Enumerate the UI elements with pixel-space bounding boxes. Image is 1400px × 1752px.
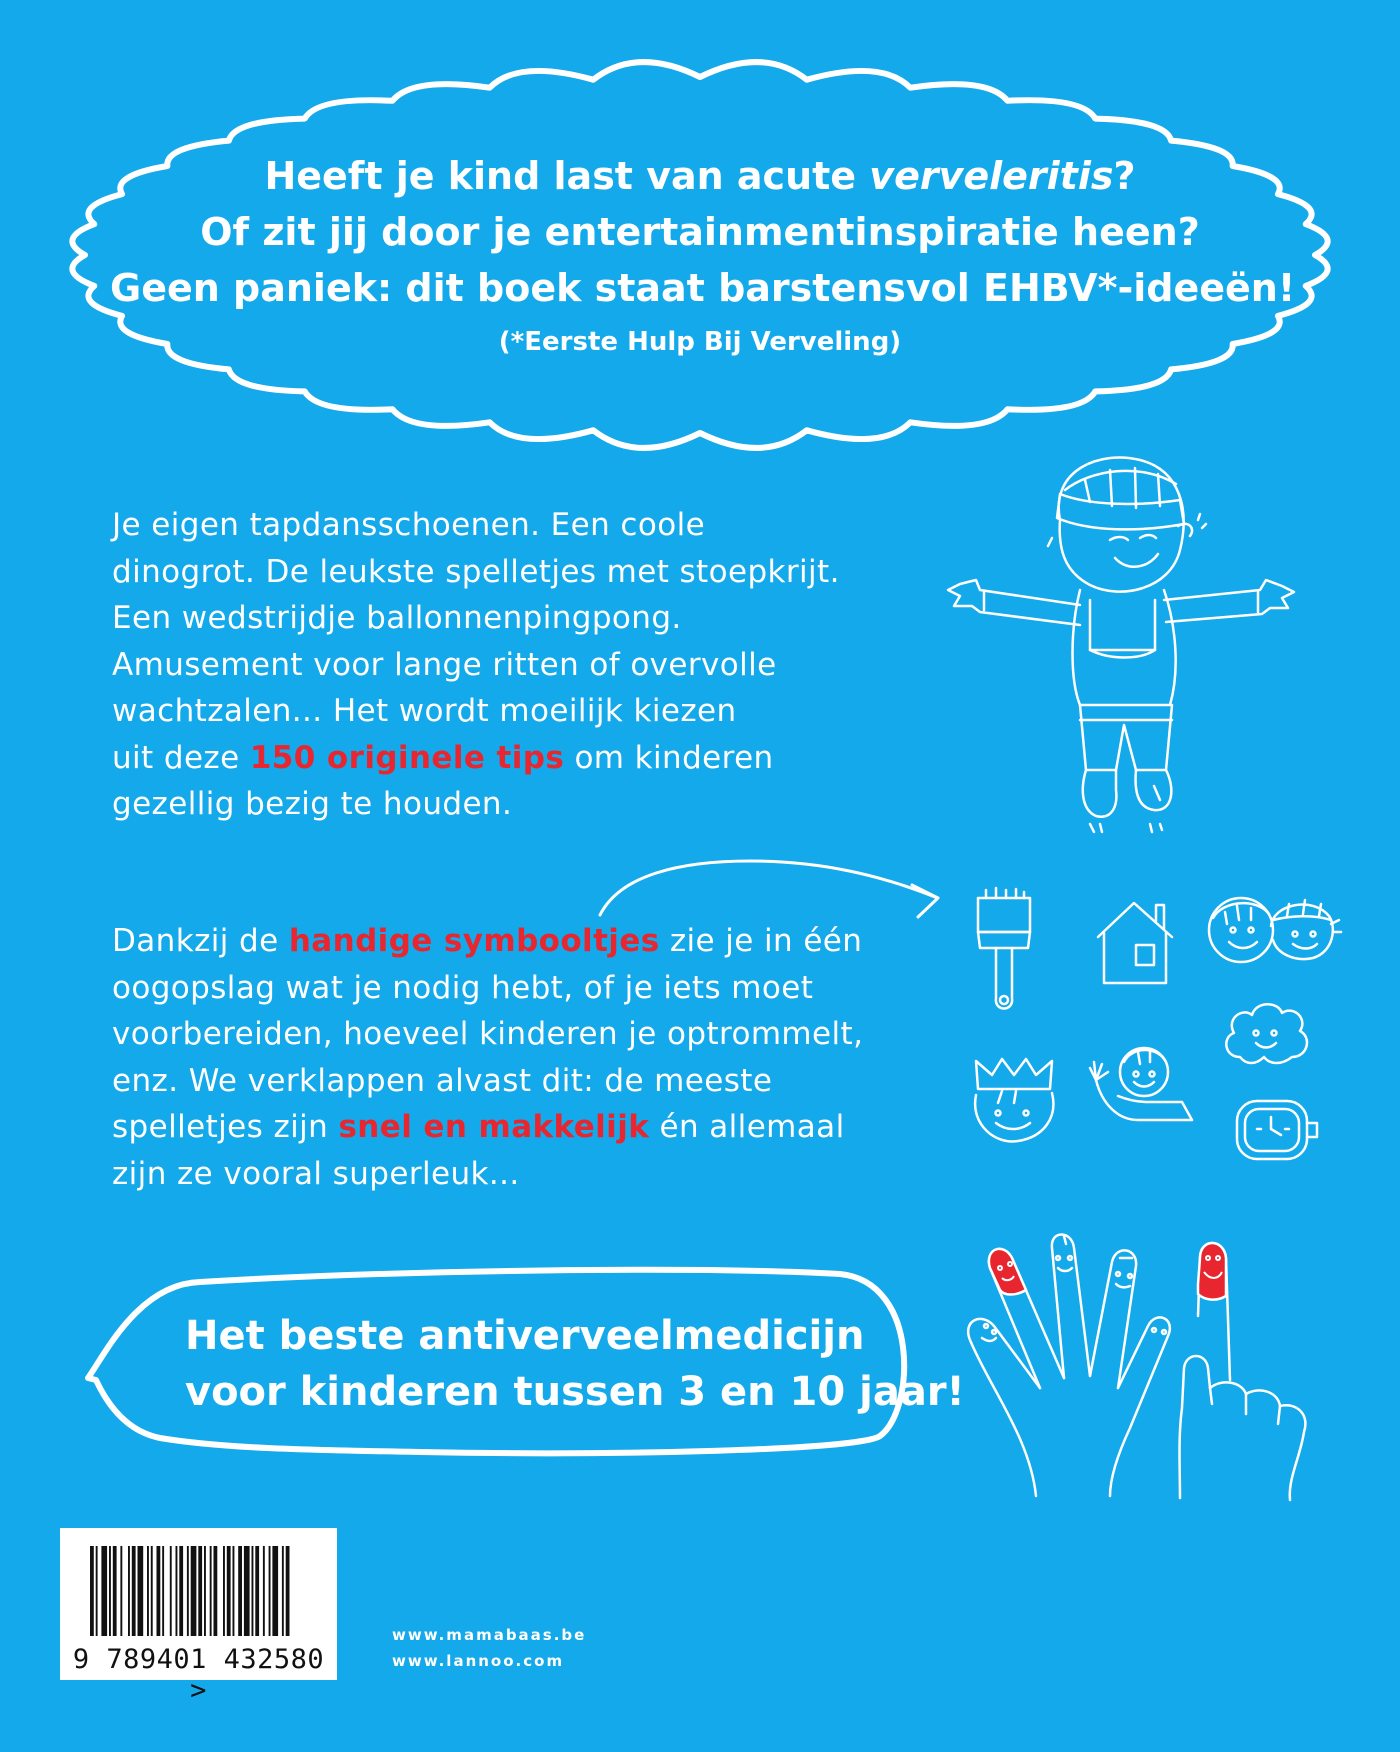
cloud-footnote: (*Eerste Hulp Bij Verveling) [498,327,902,357]
waving-kid-icon [1088,1040,1198,1122]
bubble-text [185,1308,965,1420]
highlight-symbols: handige symbooltjes [288,923,660,959]
bubble-line-1: Het beste antiverveelmedicijn [185,1313,865,1359]
cloud-face-icon [1220,995,1312,1067]
barcode-bars [60,1528,337,1638]
cloud-line-2: Of zit jij door je entertainmentinspiratie heen? [200,210,1200,254]
finger-puppets-icon [960,1228,1340,1508]
bubble-line-2: voor kinderen tussen 3 en 10 jaar! [185,1369,965,1415]
house-icon [1090,895,1180,990]
child-illustration-icon [940,440,1300,830]
url-mamabaas[interactable]: www.mamabaas.be [392,1626,587,1644]
highlight-150-tips: 150 originele tips [249,739,565,776]
url-lannoo[interactable]: www.lannoo.com [392,1652,565,1670]
clock-icon [1233,1095,1323,1165]
crown-face-icon [968,1055,1060,1147]
cloud-text [110,148,1296,362]
intro-paragraph: Je eigen tapdansschoenen. Een coole dinogrot. De leukste spelletjes met stoepkrijt. Een wedstrijdje ballonnenpingpong. Amusement voor lange ritten of overvolle wachtzalen... Het wordt moeilijk kiezen uit deze 150 originele tips om kinderen gezellig bezig te houden. [112,507,840,822]
symbols-paragraph: Dankzij de handige symbooltjes zie je in één oogopslag wat je nodig hebt, of je iets moet voorbereiden, hoeveel kinderen je optrommelt, enz. We verklappen alvast dit: de meeste spelletjes zijn snel en makkelijk én allemaal zijn ze vooral superleuk... [112,923,864,1192]
cloud-line-1: Heeft je kind last van acute verveleritis? [264,154,1136,198]
highlight-quick-easy: snel en makkelijk [338,1109,650,1145]
cloud-line-3: Geen paniek: dit boek staat barstensvol EHBV*-ideeën! [110,266,1296,310]
paintbrush-icon [968,888,1040,1028]
two-kids-icon [1203,890,1343,970]
barcode-digits: 9 789401 432580 > [72,1644,325,1706]
